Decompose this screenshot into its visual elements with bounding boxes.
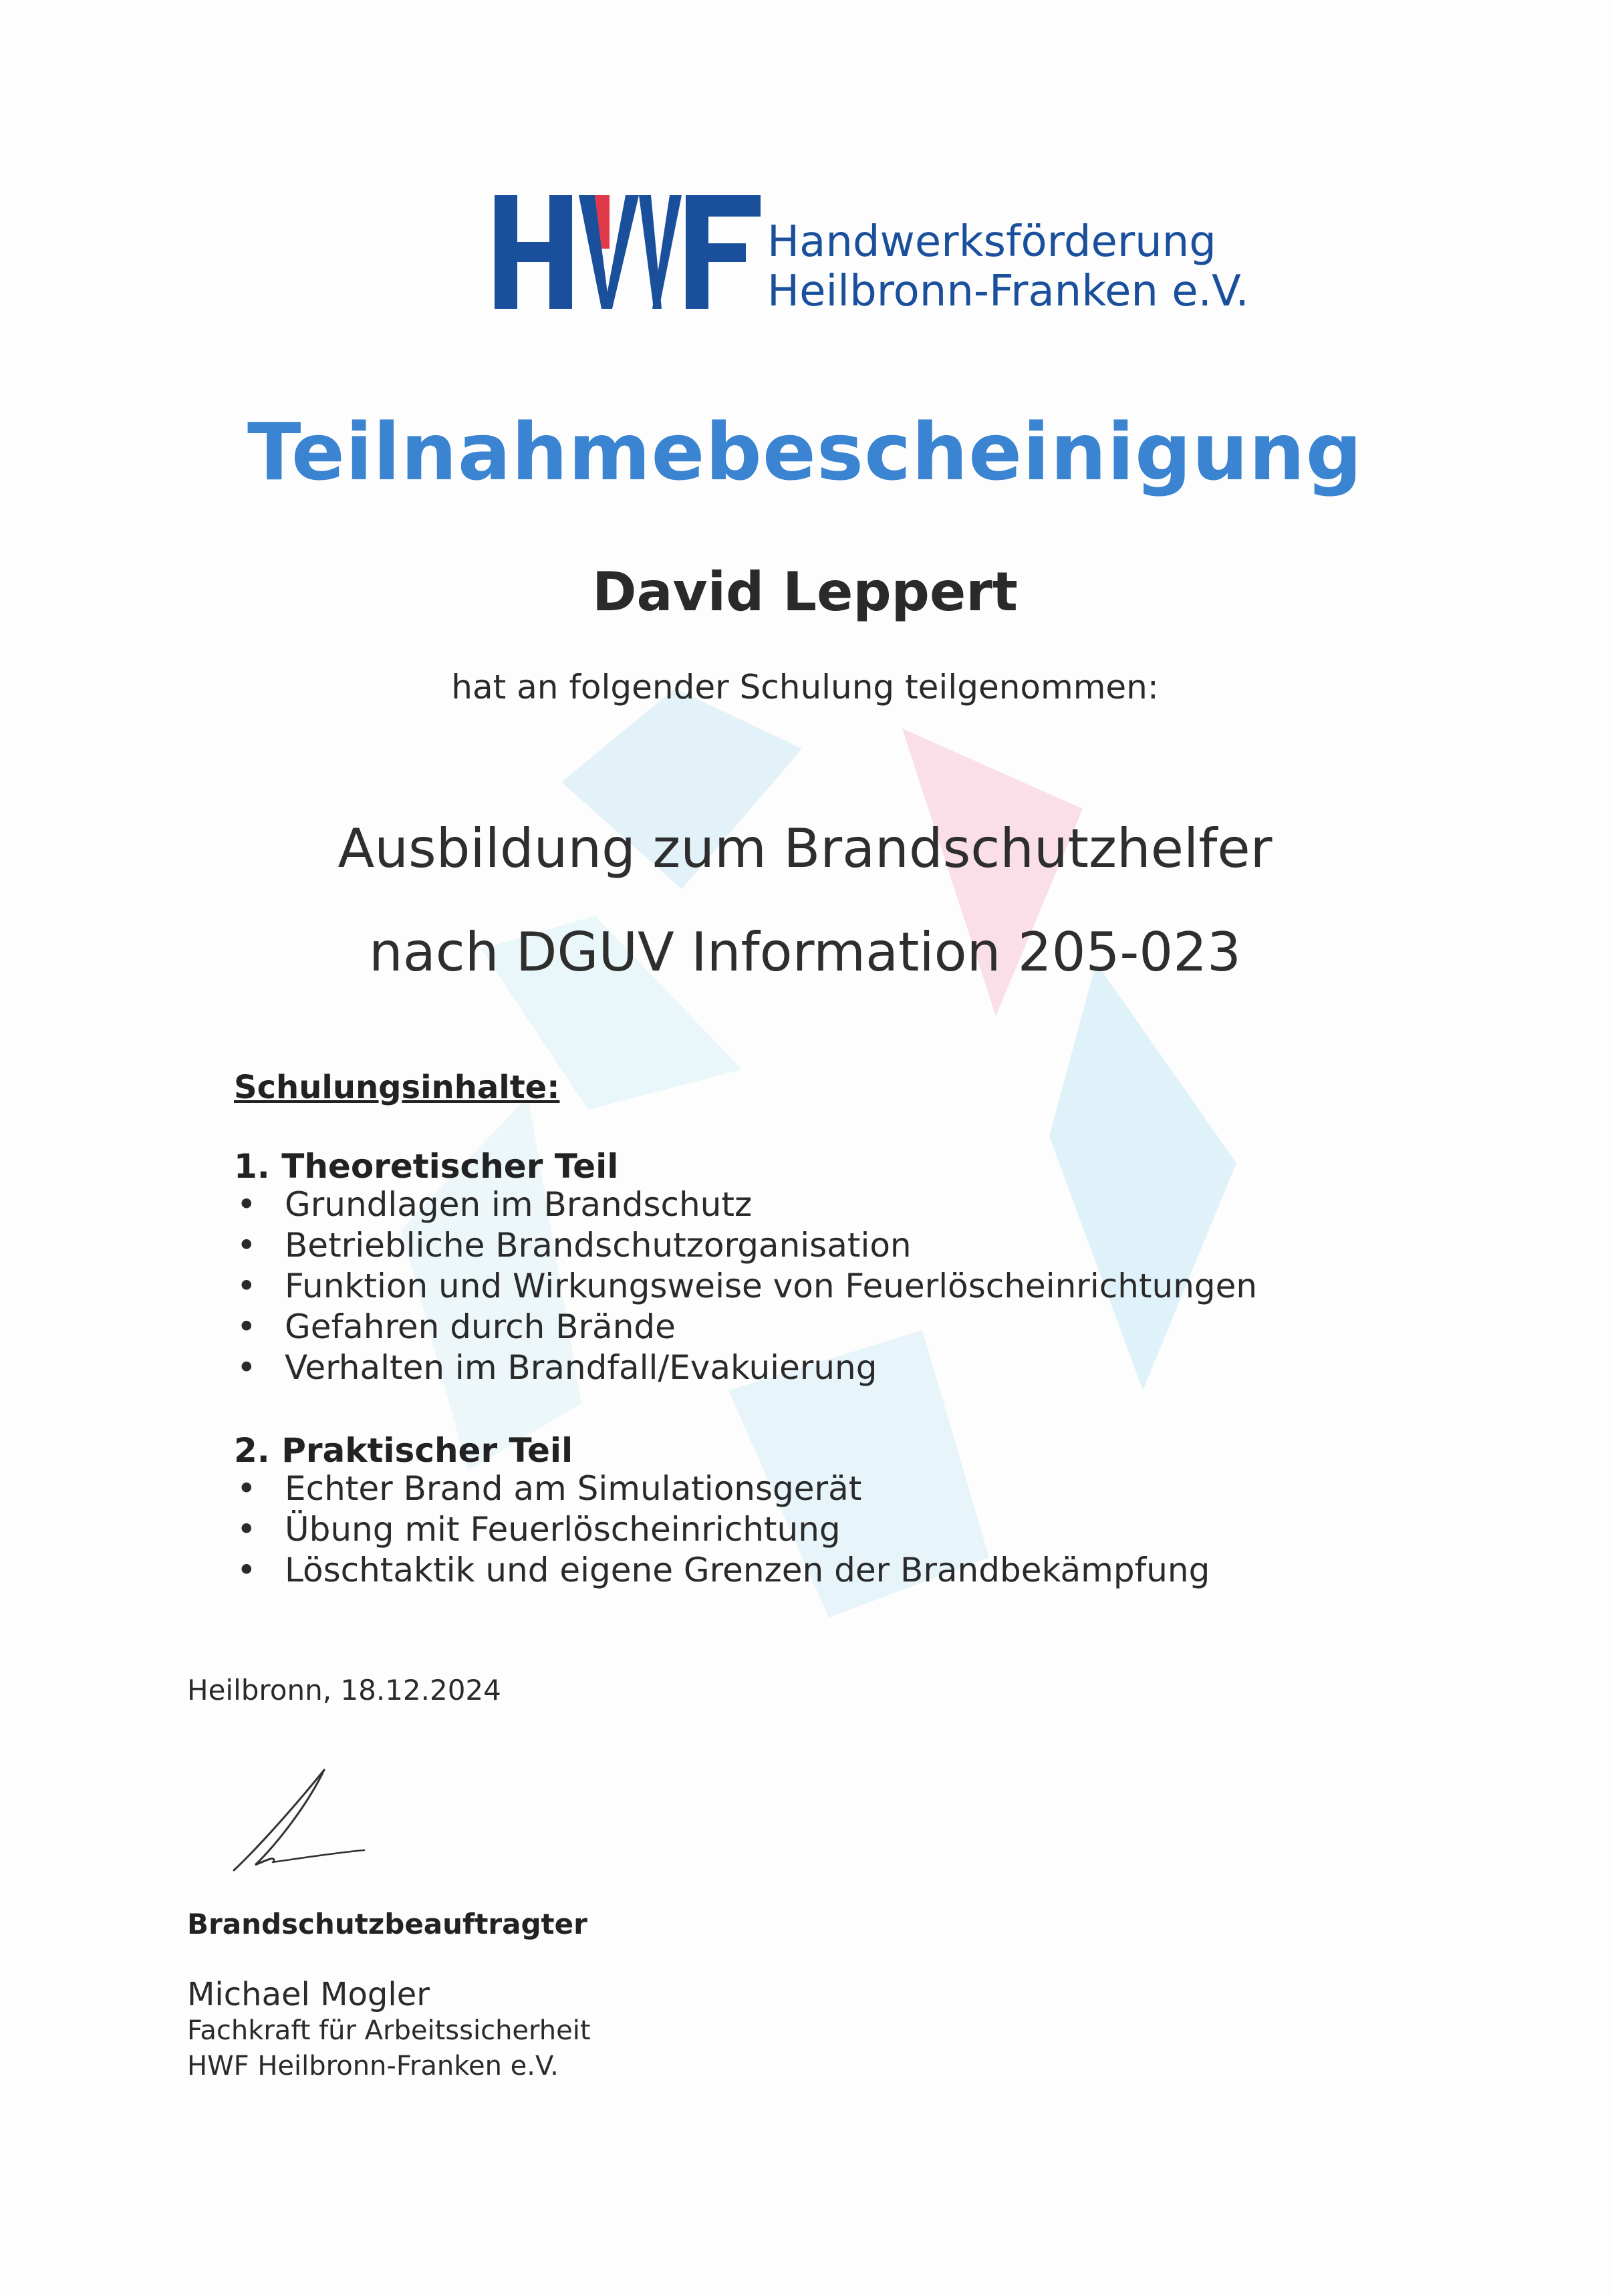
course-title-line1: Ausbildung zum Brandschutzhelfer [338, 817, 1272, 880]
section-title: Praktischer Teil [281, 1431, 573, 1470]
list-item [234, 1184, 1257, 1225]
bullet-icon: • [237, 1267, 257, 1305]
signer-organization: HWF Heilbronn-Franken e.V. [187, 2051, 559, 2081]
certificate-title: Teilnahmebescheinigung [247, 406, 1363, 498]
contents-heading: Schulungsinhalte: [234, 1069, 560, 1106]
list-item-text: Betriebliche Brandschutzorganisation [285, 1226, 912, 1265]
section-heading-theory [234, 1147, 619, 1186]
list-item-text: Gefahren durch Brände [285, 1307, 676, 1346]
list-item-text: Grundlagen im Brandschutz [285, 1185, 753, 1224]
bullet-icon: • [237, 1226, 257, 1265]
section-heading-practice [234, 1431, 573, 1470]
list-item-text: Funktion und Wirkungsweise von Feuerlöscheinrichtungen [285, 1267, 1258, 1305]
bullet-icon: • [237, 1185, 257, 1224]
signer-name: Michael Mogler [187, 1976, 430, 2013]
bullet-icon: • [237, 1348, 257, 1387]
course-title-line2: nach DGUV Information 205-023 [369, 921, 1241, 983]
signer-title: Fachkraft für Arbeitssicherheit [187, 2015, 591, 2046]
list-item [234, 1225, 1257, 1266]
list-item [234, 1348, 1257, 1388]
list-item [234, 1307, 1257, 1348]
theory-topics-list [234, 1184, 1257, 1388]
list-item [234, 1266, 1257, 1307]
list-item-text: Übung mit Feuerlöscheinrichtung [285, 1510, 841, 1549]
signer-role: Brandschutzbeauftragter [187, 1908, 587, 1940]
intro-text: hat an folgender Schulung teilgenommen: [451, 668, 1159, 707]
section-title: Theoretischer Teil [281, 1147, 619, 1186]
list-item [234, 1509, 1210, 1550]
signature-image [227, 1765, 388, 1885]
list-item-text: Verhalten im Brandfall/Evakuierung [285, 1348, 878, 1387]
hwf-logo-mark [495, 193, 762, 314]
logo-text-line1: Handwerksförderung [767, 217, 1216, 267]
list-item-text: Löschtaktik und eigene Grenzen der Brandbekämpfung [285, 1551, 1210, 1589]
practice-topics-list [234, 1469, 1210, 1591]
bullet-icon: • [237, 1551, 257, 1589]
section-number: 1. [234, 1147, 270, 1186]
logo-text-line2: Heilbronn-Franken e.V. [767, 267, 1249, 316]
place-date: Heilbronn, 18.12.2024 [187, 1674, 501, 1706]
list-item [234, 1469, 1210, 1509]
bullet-icon: • [237, 1307, 257, 1346]
bullet-icon: • [237, 1510, 257, 1549]
list-item [234, 1550, 1210, 1591]
recipient-name: David Leppert [592, 561, 1018, 623]
section-number: 2. [234, 1431, 270, 1470]
bullet-icon: • [237, 1469, 257, 1508]
list-item-text: Echter Brand am Simulationsgerät [285, 1469, 862, 1508]
